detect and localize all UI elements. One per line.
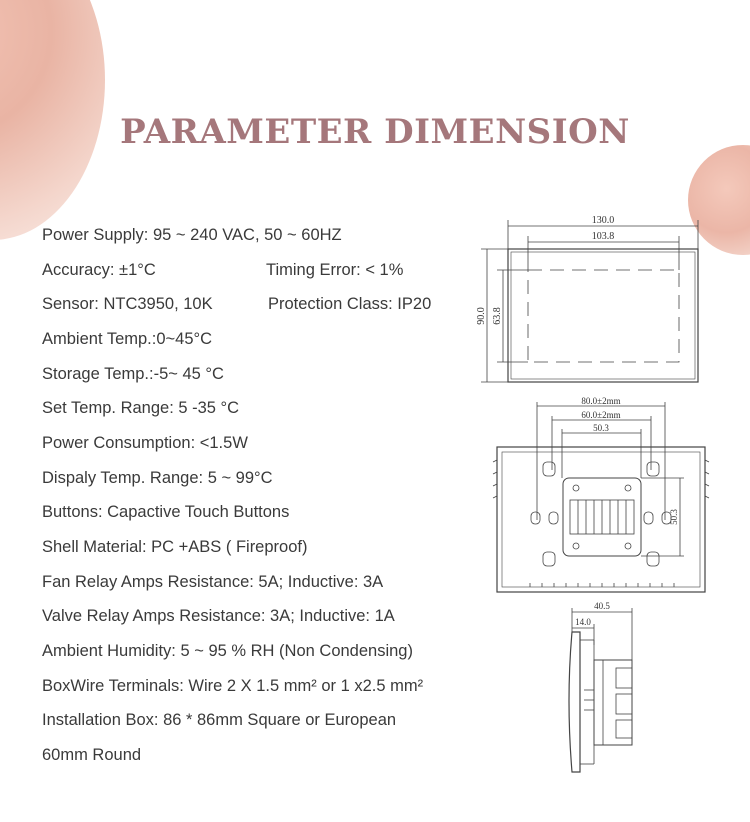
back-dim-60-label: 60.0±2mm — [581, 410, 621, 420]
side-thickness-label: 14.0 — [575, 617, 591, 627]
back-dim-50-label: 50.3 — [593, 423, 609, 433]
side-view-drawing — [569, 608, 632, 772]
spec-box-wire-terminals: BoxWire Terminals: Wire 2 X 1.5 mm² or 1 x2.5 mm² — [42, 677, 424, 695]
front-height-label: 90.0 — [476, 307, 487, 325]
spec-sensor-text: Sensor: NTC3950, 10K — [42, 295, 213, 313]
spec-buttons: Buttons: Capactive Touch Buttons — [42, 503, 290, 521]
spec-ambient-humidity: Ambient Humidity: 5 ~ 95 % RH (Non Condensing) — [42, 642, 413, 660]
back-dim-80-label: 80.0±2mm — [581, 396, 621, 406]
spec-display-temp-range: Dispaly Temp. Range: 5 ~ 99°C — [42, 469, 273, 487]
spec-fan-relay: Fan Relay Amps Resistance: 5A; Inductive: 3A — [42, 573, 384, 591]
front-width-label: 130.0 — [591, 215, 615, 226]
side-depth-label: 40.5 — [594, 601, 610, 611]
spec-storage-temp: Storage Temp.:-5~ 45 °C — [42, 365, 224, 383]
spec-timing-error: Timing Error: < 1% — [266, 261, 404, 279]
spec-accuracy-text: Accuracy: ±1°C — [42, 261, 156, 279]
screen-width-label: 103.8 — [591, 231, 615, 242]
spec-power-supply: Power Supply: 95 ~ 240 VAC, 50 ~ 60HZ — [42, 226, 342, 244]
page-title: PARAMETER DIMENSION — [120, 112, 630, 152]
spec-shell-material: Shell Material: PC +ABS ( Fireproof) — [42, 538, 308, 556]
spec-installation-box-cont: 60mm Round — [42, 746, 142, 764]
spec-installation-box: Installation Box: 86 * 86mm Square or European — [42, 711, 397, 729]
spec-power-consumption: Power Consumption: <1.5W — [42, 434, 248, 452]
spec-valve-relay: Valve Relay Amps Resistance: 3A; Inductive: 1A — [42, 607, 395, 625]
spec-set-temp-range: Set Temp. Range: 5 -35 °C — [42, 399, 240, 417]
front-view-drawing — [481, 220, 698, 382]
screen-height-label: 63.8 — [492, 307, 503, 325]
back-dim-side-label: 50.3 — [669, 509, 679, 525]
spec-ambient-temp: Ambient Temp.:0~45°C — [42, 330, 213, 348]
spec-protection-class: Protection Class: IP20 — [268, 295, 432, 313]
